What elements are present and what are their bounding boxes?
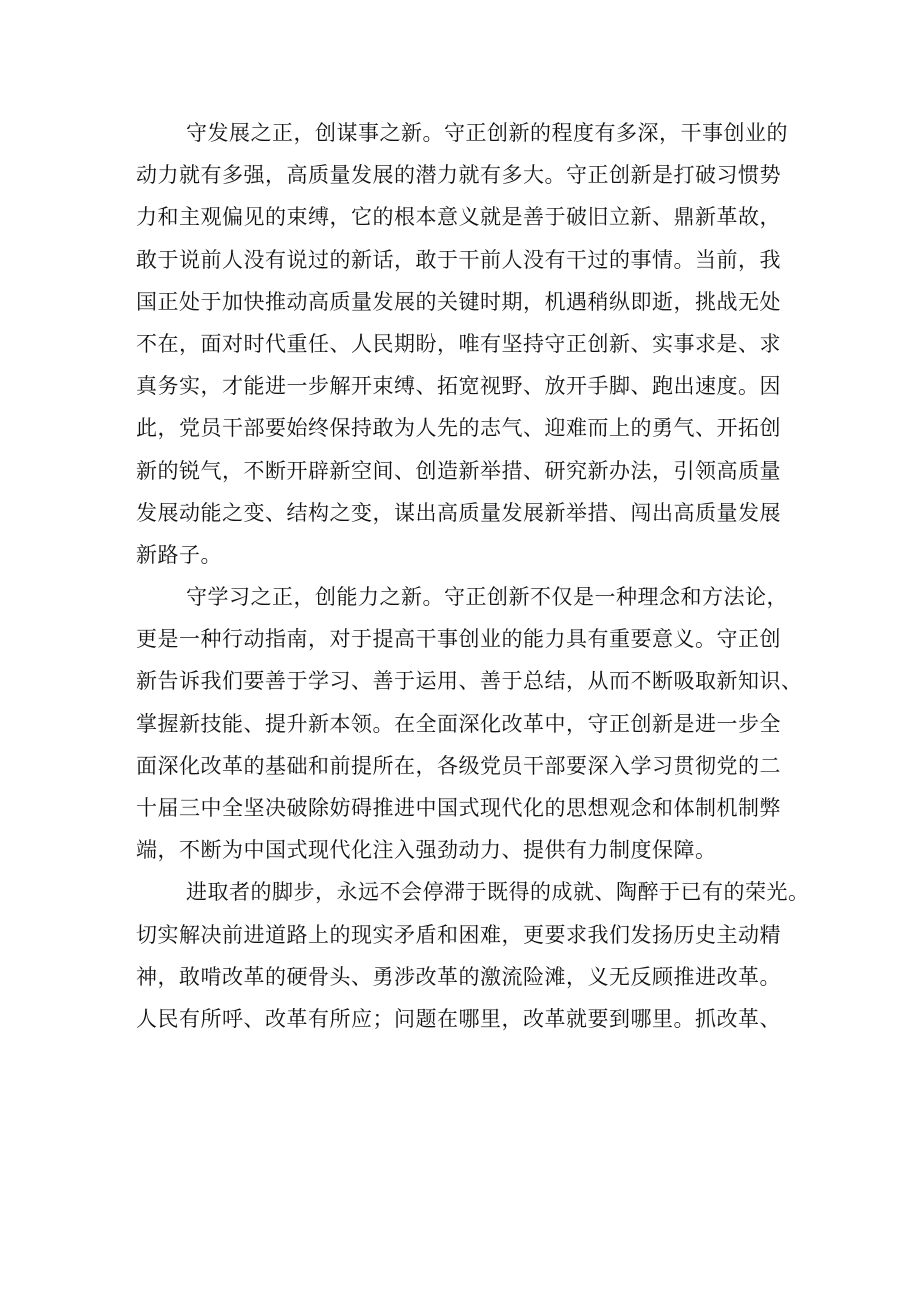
text-line: 切实解决前进道路上的现实矛盾和困难，更要求我们发扬历史主动精 <box>136 922 781 947</box>
body-text <box>136 112 810 1040</box>
text-line: 十届三中全坚决破除妨碍推进中国式现代化的思想观念和体制机制弊 <box>136 796 781 820</box>
text-line: 新告诉我们要善于学习、善于运用、善于总结，从而不断吸取新知识、 <box>136 669 803 694</box>
text-line: 新的锐气，不断开辟新空间、创造新举措、研究新办法，引领高质量 <box>136 458 781 483</box>
paragraph <box>136 871 810 1040</box>
text-line: 人民有所呼、改革有所应；问题在哪里，改革就要到哪里。抓改革、 <box>136 1006 781 1031</box>
text-line: 面深化改革的基础和前提所在，各级党员干部要深入学习贯彻党的二 <box>136 753 781 778</box>
text-line: 进取者的脚步，永远不会停滞于既得的成就、陶醉于已有的荣光。 <box>186 880 810 905</box>
text-line: 更是一种行动指南，对于提高干事创业的能力具有重要意义。守正创 <box>136 627 781 652</box>
text-line: 不在，面对时代重任、人民期盼，唯有坚持守正创新、实事求是、求 <box>136 331 781 356</box>
text-line: 掌握新技能、提升新本领。在全面深化改革中，守正创新是进一步全 <box>136 711 781 736</box>
text-line: 此，党员干部要始终保持敢为人先的志气、迎难而上的勇气、开拓创 <box>136 416 781 441</box>
text-line: 发展动能之变、结构之变，谋出高质量发展新举措、闯出高质量发展 <box>136 500 781 525</box>
text-line: 动力就有多强，高质量发展的潜力就有多大。守正创新是打破习惯势 <box>136 163 781 188</box>
text-line: 真务实，才能进一步解开束缚、拓宽视野、放开手脚、跑出速度。因 <box>136 374 781 399</box>
paragraph <box>136 112 796 576</box>
text-line: 神，敢啃改革的硬骨头、勇涉改革的激流险滩，义无反顾推进改革。 <box>136 964 781 989</box>
text-line: 守学习之正，创能力之新。守正创新不仅是一种理念和方法论， <box>186 585 788 610</box>
text-line: 新路子。 <box>136 542 222 567</box>
text-line: 守发展之正，创谋事之新。守正创新的程度有多深，干事创业的 <box>186 121 788 145</box>
text-line: 敢于说前人没有说过的新话，敢于干前人没有干过的事情。当前，我 <box>136 247 781 272</box>
paragraph <box>136 576 803 871</box>
text-line: 国正处于加快推动高质量发展的关键时期，机遇稍纵即逝，挑战无处 <box>136 289 781 314</box>
text-line: 力和主观偏见的束缚，它的根本意义就是善于破旧立新、鼎新革故， <box>136 205 781 230</box>
text-line: 端，不断为中国式现代化注入强劲动力、提供有力制度保障。 <box>136 838 717 863</box>
